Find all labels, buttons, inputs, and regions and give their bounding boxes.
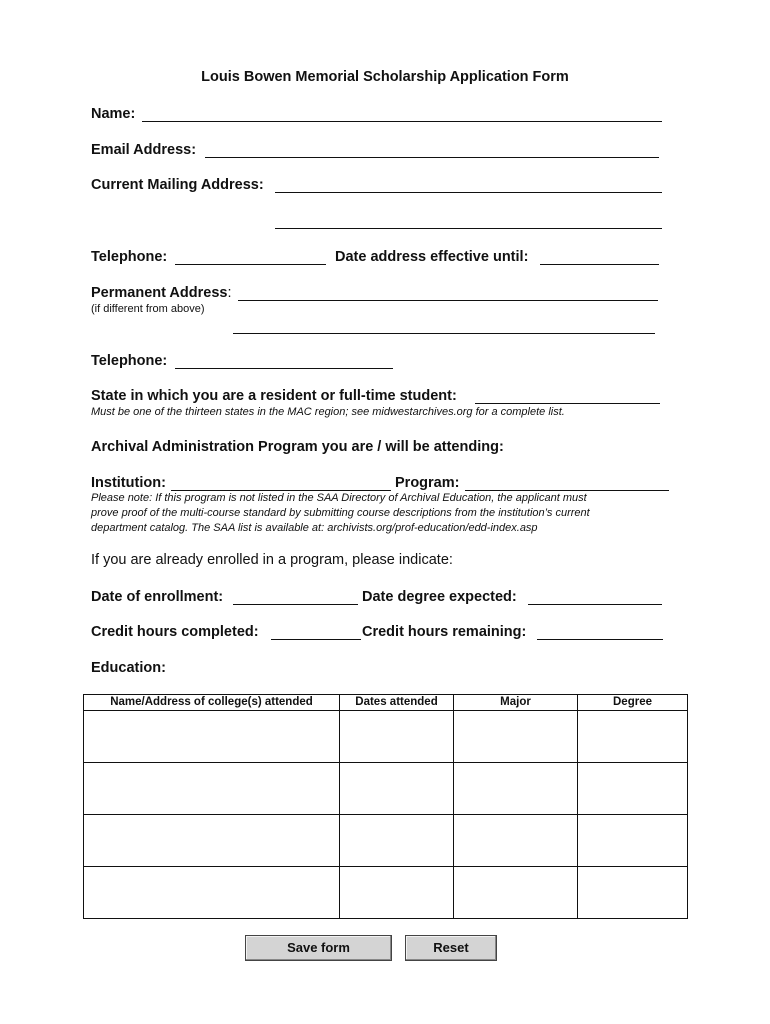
col-header-major: Major bbox=[454, 695, 578, 711]
email-label: Email Address: bbox=[91, 142, 197, 158]
state-field[interactable] bbox=[475, 403, 660, 404]
name-field[interactable] bbox=[142, 121, 662, 122]
mailing-address-field[interactable] bbox=[275, 192, 662, 193]
degree-cell[interactable] bbox=[578, 867, 688, 919]
permanent-address-field-line2[interactable] bbox=[233, 333, 655, 334]
degree-expected-label: Date degree expected: bbox=[362, 589, 517, 605]
college-cell[interactable] bbox=[84, 867, 340, 919]
institution-label: Institution: bbox=[91, 475, 166, 491]
date-effective-field[interactable] bbox=[540, 264, 659, 265]
reset-button[interactable]: Reset bbox=[405, 935, 497, 961]
major-cell[interactable] bbox=[454, 867, 578, 919]
permanent-address-note: (if different from above) bbox=[91, 303, 205, 315]
credits-remaining-label: Credit hours remaining: bbox=[362, 624, 527, 640]
permanent-address-field[interactable] bbox=[238, 300, 658, 301]
mailing-address-field-line2[interactable] bbox=[275, 228, 662, 229]
degree-cell[interactable] bbox=[578, 711, 688, 763]
enrollment-date-field[interactable] bbox=[233, 604, 358, 605]
program-field[interactable] bbox=[465, 490, 669, 491]
dates-cell[interactable] bbox=[340, 867, 454, 919]
credits-remaining-field[interactable] bbox=[537, 639, 663, 640]
program-note-line3: department catalog. The SAA list is available at: archivists.org/prof-education/edd-index.asp bbox=[91, 522, 538, 534]
degree-expected-field[interactable] bbox=[528, 604, 662, 605]
dates-cell[interactable] bbox=[340, 763, 454, 815]
program-heading: Archival Administration Program you are / will be attending: bbox=[91, 439, 504, 455]
enrollment-date-label: Date of enrollment: bbox=[91, 589, 224, 605]
college-cell[interactable] bbox=[84, 763, 340, 815]
table-row bbox=[84, 711, 688, 763]
state-note: Must be one of the thirteen states in the MAC region; see midwestarchives.org for a complete list. bbox=[91, 406, 565, 418]
dates-cell[interactable] bbox=[340, 815, 454, 867]
degree-cell[interactable] bbox=[578, 763, 688, 815]
email-field[interactable] bbox=[205, 157, 659, 158]
table-row bbox=[84, 867, 688, 919]
credits-completed-field[interactable] bbox=[271, 639, 361, 640]
col-header-dates: Dates attended bbox=[340, 695, 454, 711]
program-note-line2: prove proof of the multi-course standard by submitting course descriptions from the institution’s current bbox=[91, 507, 590, 519]
program-label: Program: bbox=[395, 475, 460, 491]
program-note-line1: Please note: If this program is not listed in the SAA Directory of Archival Education, the applicant must bbox=[91, 492, 587, 504]
college-cell[interactable] bbox=[84, 815, 340, 867]
permanent-telephone-field[interactable] bbox=[175, 368, 393, 369]
telephone-field[interactable] bbox=[175, 264, 326, 265]
degree-cell[interactable] bbox=[578, 815, 688, 867]
education-table-header bbox=[84, 695, 688, 711]
permanent-address-colon: : bbox=[227, 285, 232, 301]
education-label: Education: bbox=[91, 660, 166, 676]
college-cell[interactable] bbox=[84, 711, 340, 763]
col-header-college: Name/Address of college(s) attended bbox=[84, 695, 340, 711]
form-title: Louis Bowen Memorial Scholarship Application Form bbox=[201, 69, 569, 85]
telephone-label: Telephone: bbox=[91, 249, 168, 265]
dates-cell[interactable] bbox=[340, 711, 454, 763]
state-label: State in which you are a resident or full-time student: bbox=[91, 388, 457, 404]
save-form-button[interactable]: Save form bbox=[245, 935, 392, 961]
permanent-address-label-text: Permanent Address bbox=[91, 285, 228, 301]
table-row bbox=[84, 763, 688, 815]
enrolled-prompt: If you are already enrolled in a program, please indicate: bbox=[91, 552, 453, 568]
name-label: Name: bbox=[91, 106, 136, 122]
permanent-telephone-label: Telephone: bbox=[91, 353, 168, 369]
major-cell[interactable] bbox=[454, 763, 578, 815]
education-table bbox=[83, 694, 688, 919]
institution-field[interactable] bbox=[171, 490, 391, 491]
mailing-address-label: Current Mailing Address: bbox=[91, 177, 264, 193]
major-cell[interactable] bbox=[454, 815, 578, 867]
col-header-degree: Degree bbox=[578, 695, 688, 711]
credits-completed-label: Credit hours completed: bbox=[91, 624, 259, 640]
permanent-address-label bbox=[91, 285, 232, 301]
table-row bbox=[84, 815, 688, 867]
major-cell[interactable] bbox=[454, 711, 578, 763]
date-effective-label: Date address effective until: bbox=[335, 249, 529, 265]
